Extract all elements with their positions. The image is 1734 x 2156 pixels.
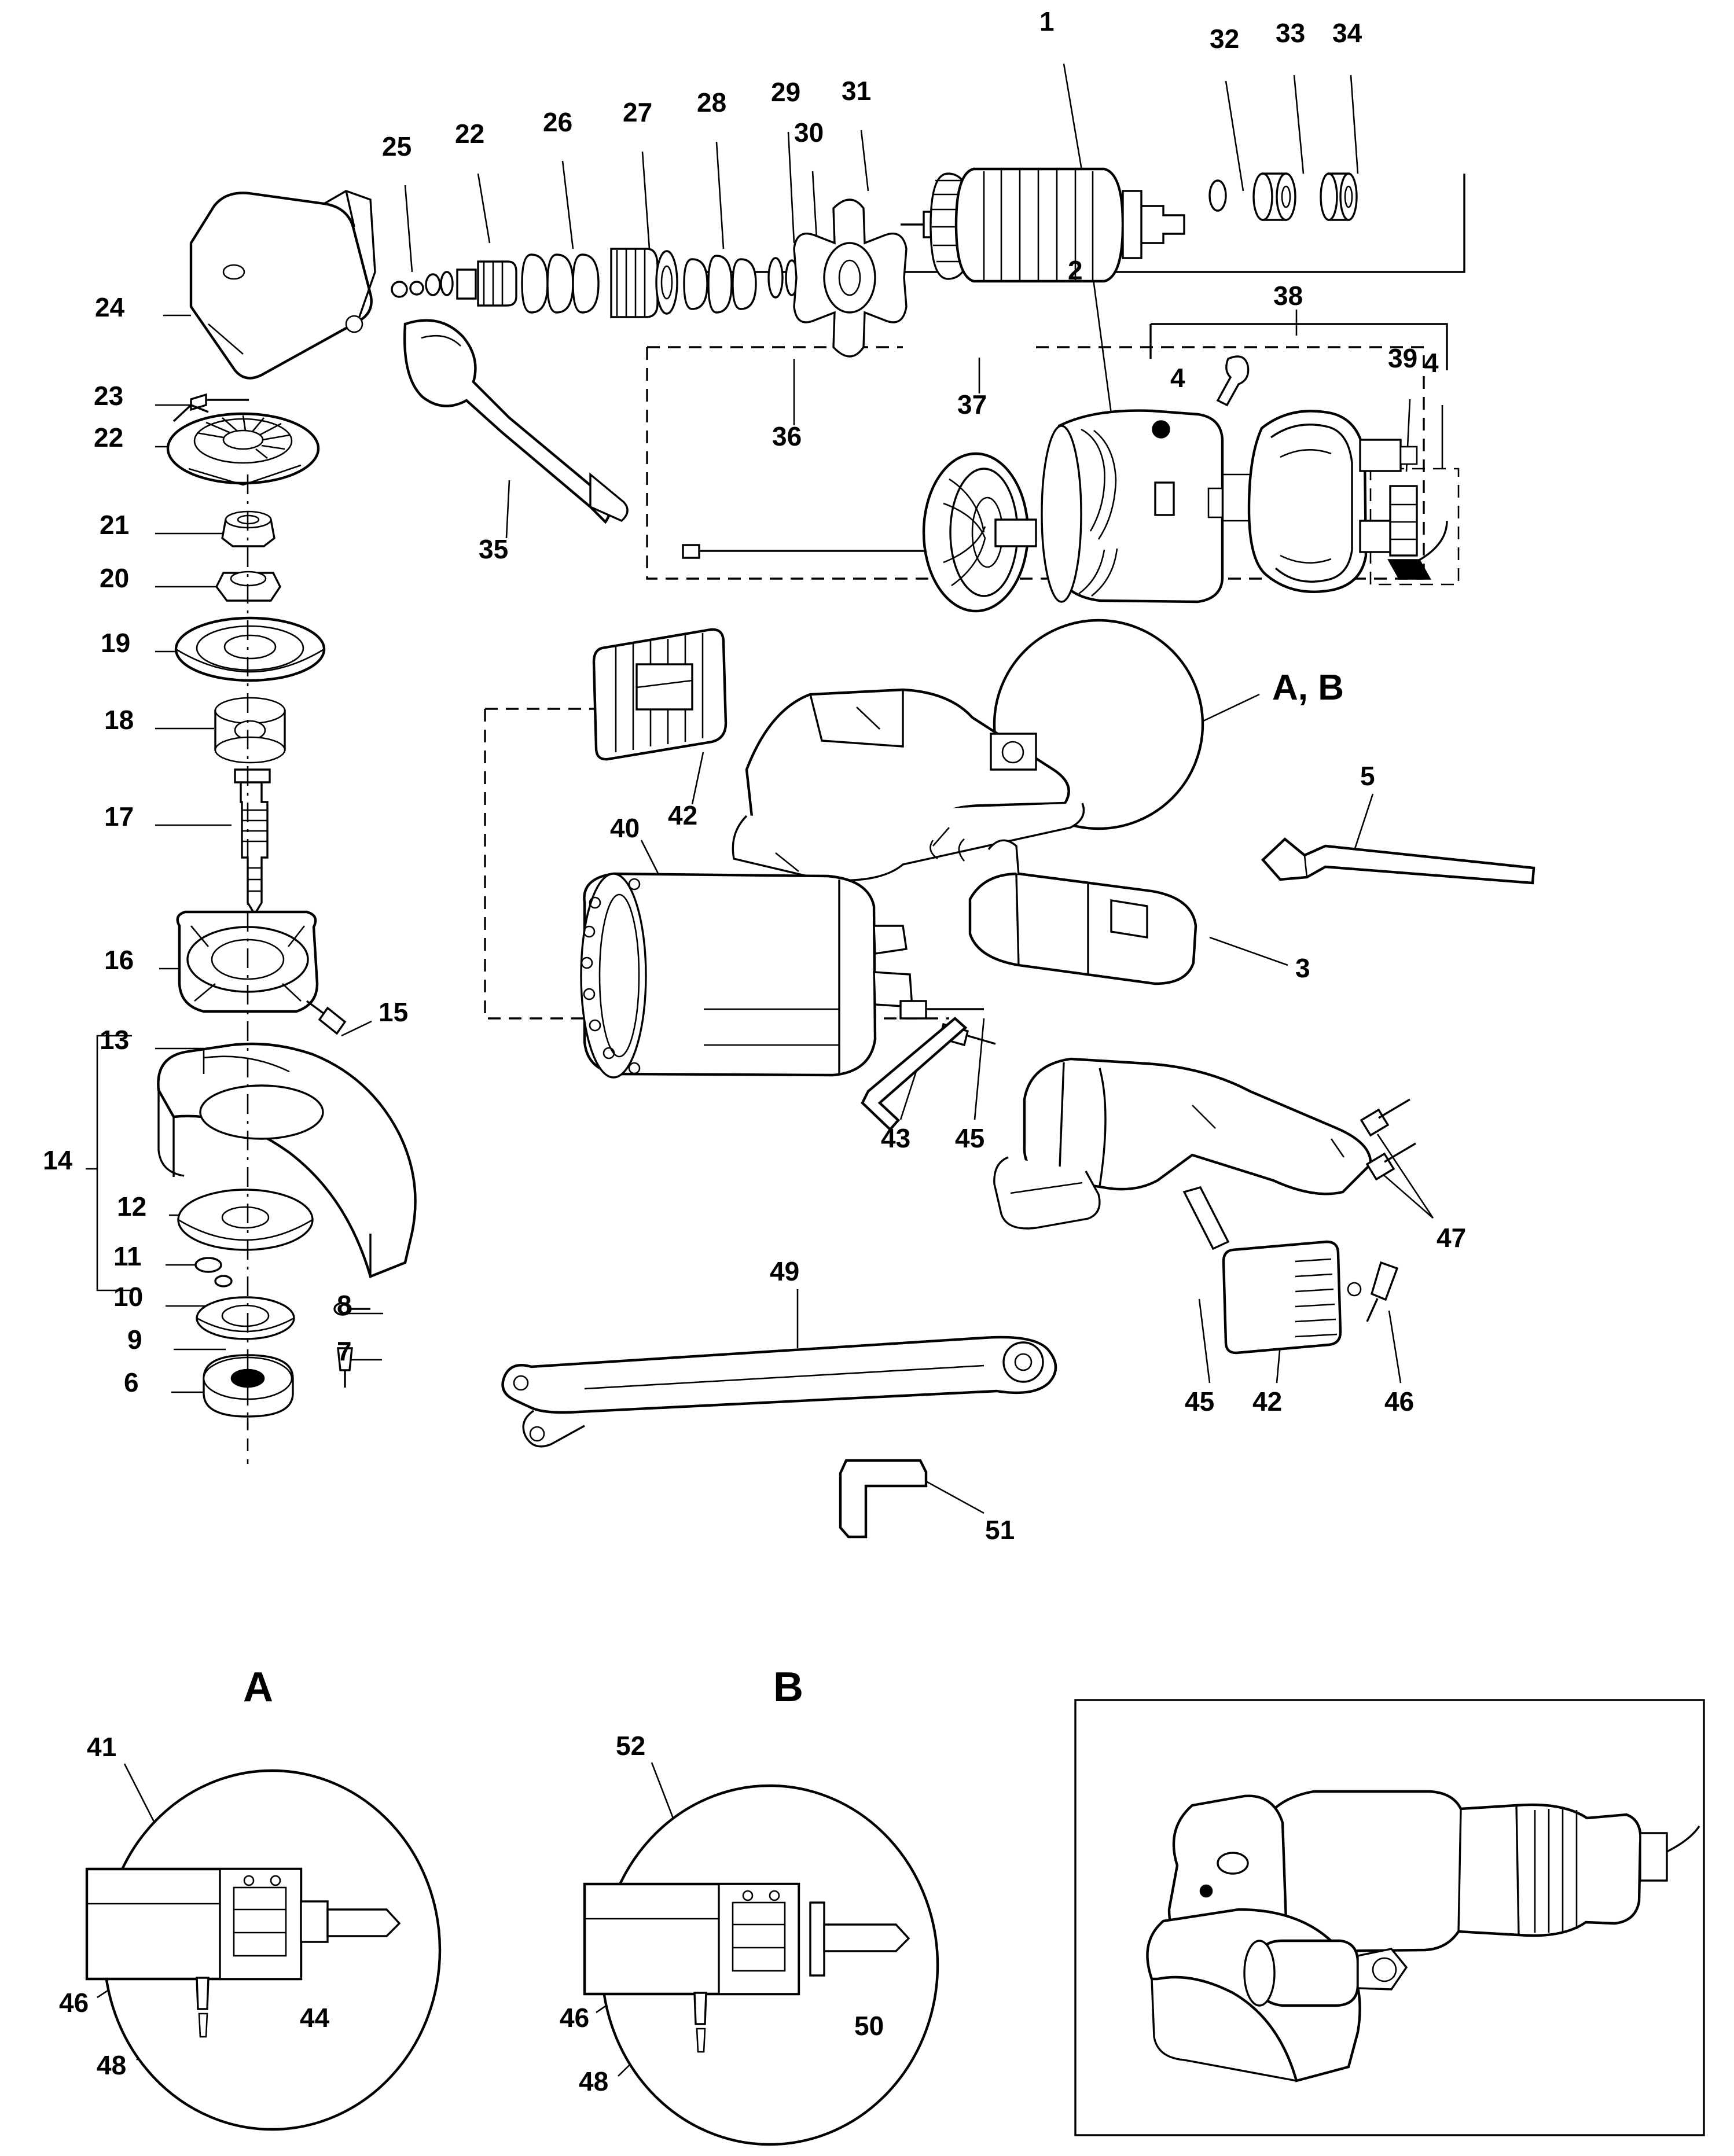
- callout-42b: 42: [1252, 1386, 1283, 1417]
- callout-36: 36: [772, 421, 802, 451]
- callout-19: 19: [101, 628, 131, 658]
- group-label-a-b: A, B: [1272, 668, 1344, 708]
- callout-50: 50: [854, 2011, 884, 2041]
- callout-13: 13: [100, 1025, 130, 1055]
- callout-35: 35: [479, 534, 509, 564]
- callout-37: 37: [957, 389, 987, 420]
- callout-45: 45: [955, 1123, 985, 1153]
- callout-48: 48: [97, 2050, 127, 2080]
- callout-14: 14: [43, 1145, 73, 1175]
- callout-22b: 22: [455, 119, 485, 149]
- callout-5: 5: [1360, 761, 1375, 791]
- callout-11: 11: [113, 1241, 142, 1271]
- callout-6: 6: [124, 1367, 139, 1397]
- callout-23: 23: [94, 381, 124, 411]
- callout-1: 1: [1039, 6, 1055, 36]
- callout-44: 44: [300, 2003, 330, 2033]
- callout-12: 12: [117, 1191, 147, 1222]
- callout-49: 49: [770, 1256, 800, 1286]
- callout-30: 30: [794, 117, 824, 148]
- callout-46c: 46: [560, 2003, 590, 2033]
- callout-16: 16: [104, 945, 134, 975]
- callout-3: 3: [1295, 953, 1310, 983]
- callout-28: 28: [697, 87, 727, 117]
- callout-4b: 4: [1424, 348, 1439, 378]
- callout-47: 47: [1437, 1223, 1467, 1253]
- callout-10: 10: [113, 1282, 144, 1312]
- callout-39: 39: [1388, 343, 1418, 373]
- callout-7: 7: [337, 1336, 352, 1366]
- callout-24: 24: [95, 292, 125, 322]
- callout-32: 32: [1210, 24, 1240, 54]
- panel-label-b: B: [773, 1664, 803, 1710]
- callout-34: 34: [1332, 18, 1362, 48]
- callout-42: 42: [668, 800, 698, 830]
- callout-26: 26: [543, 107, 573, 137]
- callout-46: 46: [1384, 1386, 1415, 1417]
- panel-label-a: A: [243, 1664, 273, 1710]
- callout-51: 51: [985, 1515, 1015, 1545]
- callout-38: 38: [1273, 281, 1303, 311]
- callout-25: 25: [382, 131, 412, 161]
- callout-21: 21: [100, 510, 130, 540]
- callout-8: 8: [337, 1290, 352, 1320]
- callout-4: 4: [1170, 363, 1185, 393]
- callout-17: 17: [104, 801, 134, 832]
- callout-15: 15: [379, 997, 409, 1027]
- callout-29: 29: [771, 77, 801, 107]
- callout-2: 2: [1068, 255, 1083, 285]
- callout-45b: 45: [1185, 1386, 1215, 1417]
- callout-52: 52: [616, 1731, 646, 1761]
- callout-48b: 48: [579, 2066, 609, 2096]
- callout-31: 31: [842, 76, 872, 106]
- callout-22: 22: [94, 422, 124, 452]
- callout-41: 41: [87, 1732, 117, 1762]
- callout-18: 18: [104, 705, 134, 735]
- callout-40: 40: [610, 813, 640, 843]
- callout-27: 27: [623, 97, 653, 127]
- callout-43: 43: [881, 1123, 911, 1153]
- callout-20: 20: [100, 563, 130, 593]
- callout-9: 9: [127, 1324, 142, 1355]
- callout-33: 33: [1276, 18, 1306, 48]
- callout-46b: 46: [59, 1988, 89, 2018]
